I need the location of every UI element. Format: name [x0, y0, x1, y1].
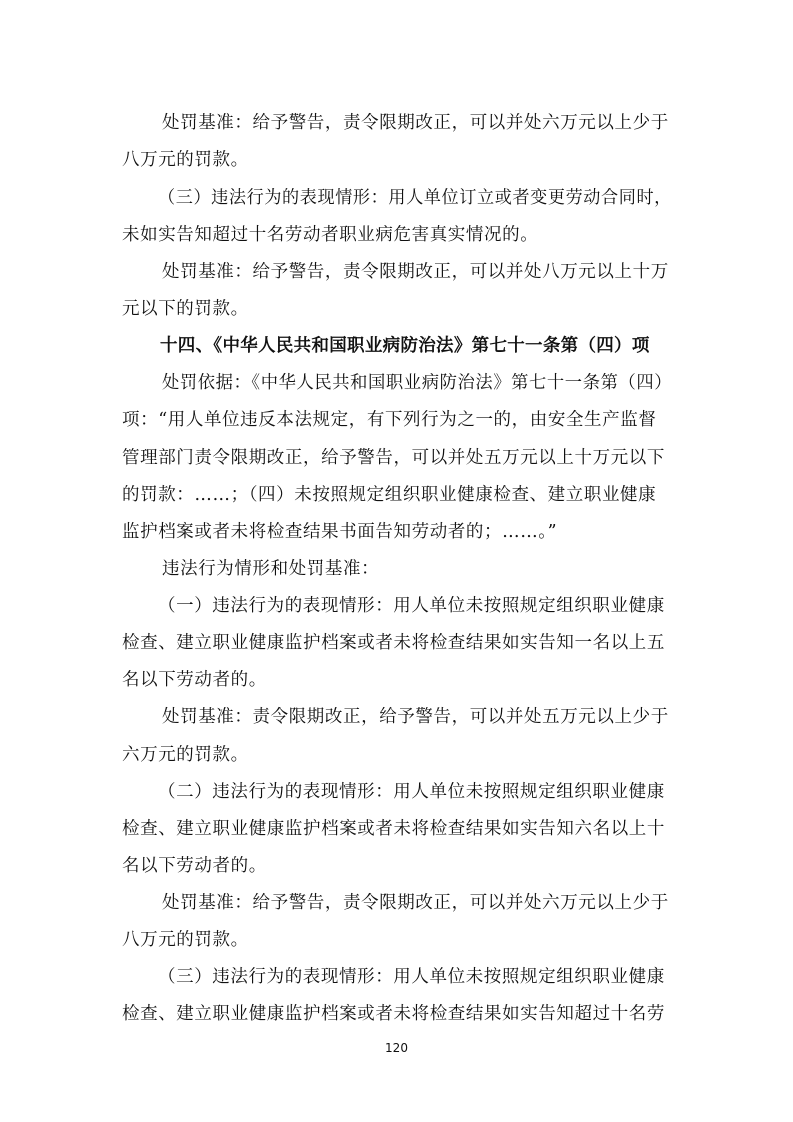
- text-line-12: 监护档案或者未将检查结果书面告知劳动者的；……。”: [122, 522, 558, 542]
- text-line-24: （三）违法行为的表现情形：用人单位未按照规定组织职业健康: [158, 967, 665, 987]
- text-line-6: 元以下的罚款。: [122, 299, 249, 319]
- text-line-21: 名以下劳动者的。: [122, 856, 267, 876]
- text-line-3: （三）违法行为的表现情形：用人单位订立或者变更劳动合同时，: [158, 188, 672, 208]
- text-line-5: 处罚基准：给予警告，责令限期改正，可以并处八万元以上十万: [162, 262, 669, 282]
- text-line-8: 处罚依据：《中华人民共和国职业病防治法》第七十一条第（四）: [162, 373, 673, 393]
- section-heading: 十四、《中华人民共和国职业病防治法》第七十一条第（四）项: [160, 336, 650, 356]
- text-line-14: （一）违法行为的表现情形：用人单位未按照规定组织职业健康: [158, 596, 665, 616]
- text-line-2: 八万元的罚款。: [122, 150, 249, 170]
- text-line-17: 处罚基准：责令限期改正，给予警告，可以并处五万元以上少于: [162, 707, 669, 727]
- page-number: 120: [385, 1041, 408, 1055]
- text-line-4: 未如实告知超过十名劳动者职业病危害真实情况的。: [122, 225, 539, 245]
- text-line-15: 检查、建立职业健康监护档案或者未将检查结果如实告知一名以上五: [122, 633, 665, 653]
- text-line-25: 检查、建立职业健康监护档案或者未将检查结果如实告知超过十名劳: [122, 1004, 665, 1024]
- text-line-10: 管理部门责令限期改正，给予警告，可以并处五万元以上十万元以下: [122, 448, 665, 468]
- text-line-9: 项：“用人单位违反本法规定，有下列行为之一的，由安全生产监督: [122, 410, 657, 430]
- text-line-13: 违法行为情形和处罚基准：: [162, 559, 380, 579]
- text-line-19: （二）违法行为的表现情形：用人单位未按照规定组织职业健康: [158, 782, 665, 802]
- text-line-18: 六万元的罚款。: [122, 745, 249, 765]
- text-line-23: 八万元的罚款。: [122, 930, 249, 950]
- text-line-11: 的罚款：……；（四）未按照规定组织职业健康检查、建立职业健康: [122, 485, 657, 505]
- text-line-20: 检查、建立职业健康监护档案或者未将检查结果如实告知六名以上十: [122, 819, 665, 839]
- text-line-22: 处罚基准：给予警告，责令限期改正，可以并处六万元以上少于: [162, 893, 669, 913]
- text-line-1: 处罚基准：给予警告，责令限期改正，可以并处六万元以上少于: [162, 113, 669, 133]
- text-line-16: 名以下劳动者的。: [122, 670, 267, 690]
